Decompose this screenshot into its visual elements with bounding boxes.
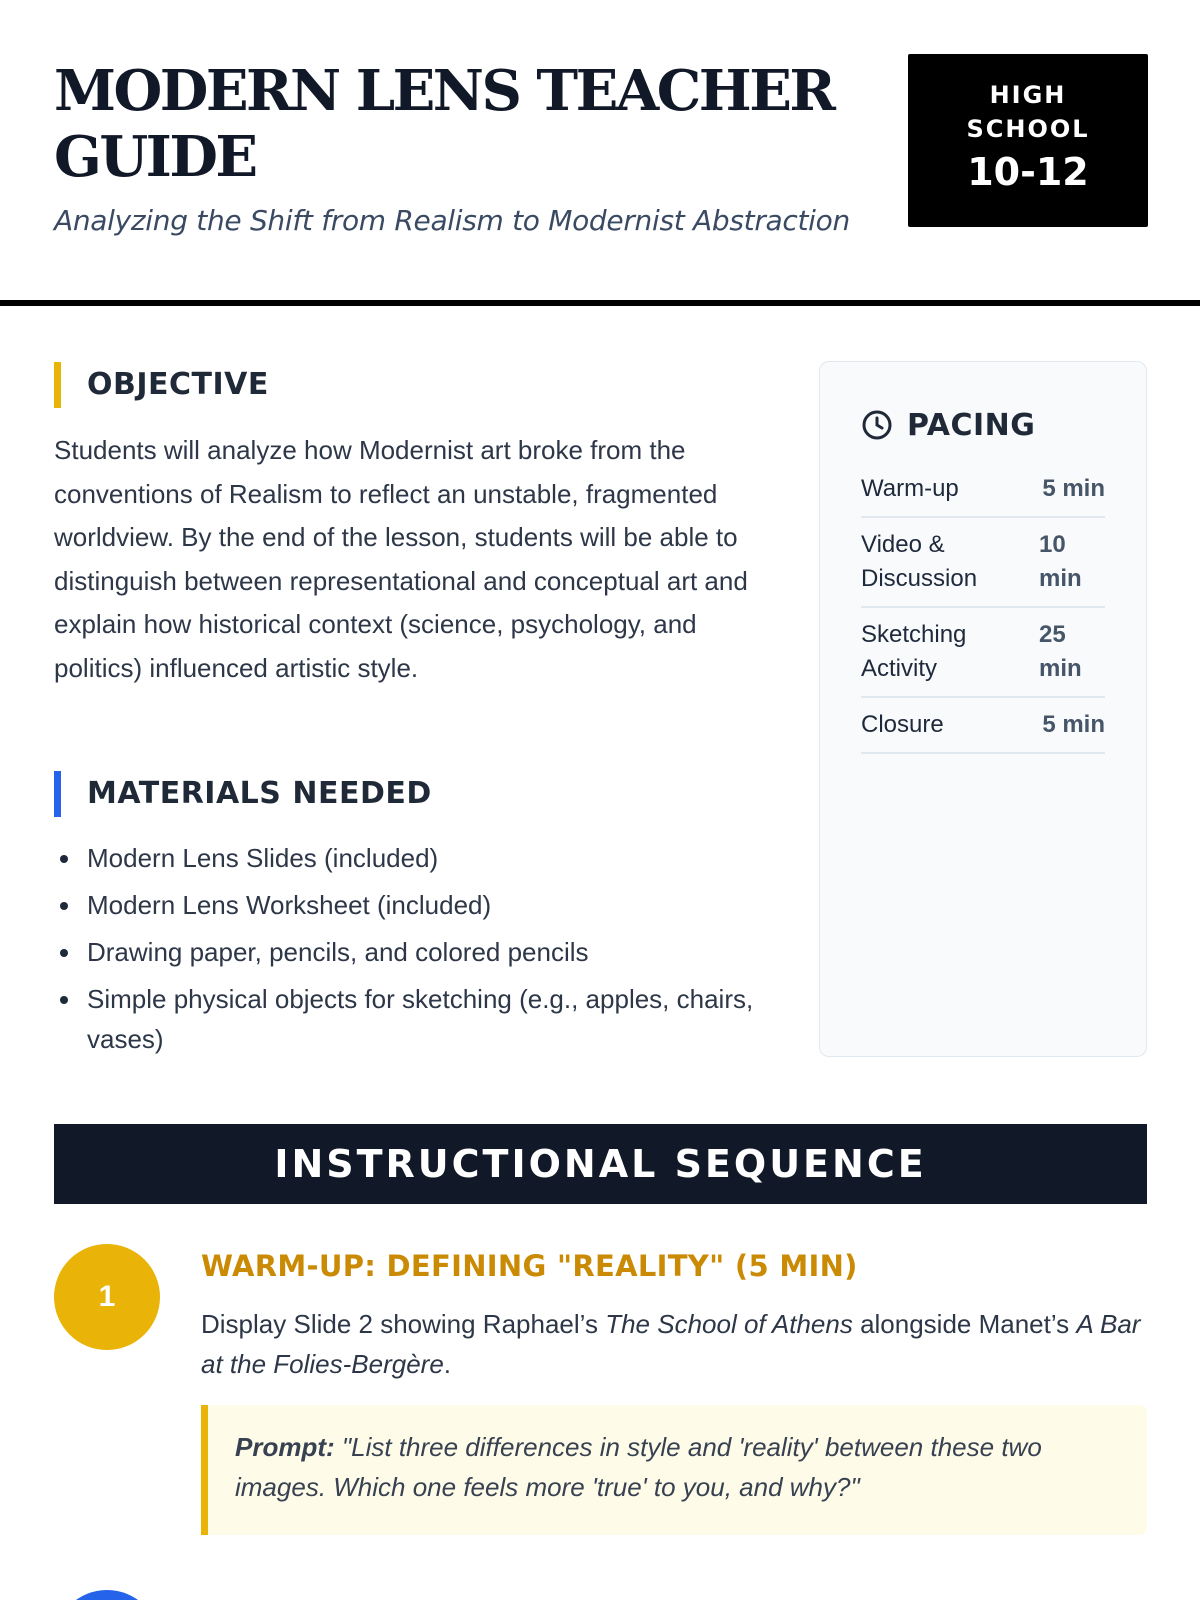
objective-text: Students will analyze how Modernist art broke from the conventions of Realism to reflect an unstable, fragmented worldview. By the end of the lesson, students will be able to distinguish between representational and conceptual art and explain how historical context (science, psychology, and politics) influenced artistic style. xyxy=(54,435,748,683)
step-text: . xyxy=(443,1349,452,1379)
guide-header xyxy=(54,54,1147,244)
step-title: WARM-UP: DEFINING "REALITY" (5 MIN) xyxy=(201,1249,858,1283)
grade-badge xyxy=(908,54,1148,227)
step-number-badge xyxy=(54,1590,160,1600)
pacing-heading-label: PACING xyxy=(907,407,1036,443)
header-divider xyxy=(0,300,1200,306)
pacing-panel xyxy=(819,361,1147,1057)
step-text: alongside Manet’s xyxy=(852,1309,1077,1339)
step-text: Display Slide 2 showing Raphael’s xyxy=(201,1309,606,1339)
grade-label: HIGH SCHOOL xyxy=(966,81,1090,143)
table-row xyxy=(861,518,1105,608)
pace-activity: Warm-up xyxy=(861,475,959,502)
prompt-label: Prompt: xyxy=(235,1432,335,1462)
table-row xyxy=(861,608,1105,698)
artwork-title: The School of Athens xyxy=(605,1309,853,1339)
materials-heading: MATERIALS NEEDED xyxy=(54,771,432,817)
instructional-sequence-banner: INSTRUCTIONAL SEQUENCE xyxy=(54,1124,1147,1204)
list-item: Simple physical objects for sketching (e.g., apples, chairs, vases) xyxy=(54,979,774,1059)
table-row xyxy=(861,462,1105,518)
pace-duration: 10 min xyxy=(1039,531,1082,592)
prompt-text: "List three differences in style and 'reality' between these two images. Which one feels more 'true' to you, and why?" xyxy=(235,1432,1042,1502)
artwork-title: A Bar at the Folies-Bergère xyxy=(201,1309,1141,1379)
objective-heading: OBJECTIVE xyxy=(54,362,269,408)
page-title: MODERN LENS TEACHER GUIDE xyxy=(54,58,834,190)
list-item: Modern Lens Slides (included) xyxy=(54,838,774,878)
pace-activity: Sketching Activity xyxy=(861,621,967,682)
prompt-callout xyxy=(201,1405,1147,1535)
pace-activity: Video & Discussion xyxy=(861,531,978,592)
step-description xyxy=(201,1304,1147,1384)
pace-duration: 5 min xyxy=(1042,475,1105,502)
pace-duration: 25 min xyxy=(1039,621,1082,682)
pacing-table xyxy=(861,462,1105,754)
step-number-badge: 1 xyxy=(54,1244,160,1350)
clock-icon xyxy=(861,409,893,441)
list-item: Drawing paper, pencils, and colored pencils xyxy=(54,932,774,972)
pacing-heading xyxy=(861,402,1105,448)
pace-duration: 5 min xyxy=(1042,711,1105,738)
grade-range: 10-12 xyxy=(967,150,1089,194)
list-item: Modern Lens Worksheet (included) xyxy=(54,885,774,925)
table-row xyxy=(861,698,1105,754)
pace-activity: Closure xyxy=(861,711,944,738)
materials-list xyxy=(54,838,774,1066)
page-subtitle: Analyzing the Shift from Realism to Modernist Abstraction xyxy=(54,204,850,237)
